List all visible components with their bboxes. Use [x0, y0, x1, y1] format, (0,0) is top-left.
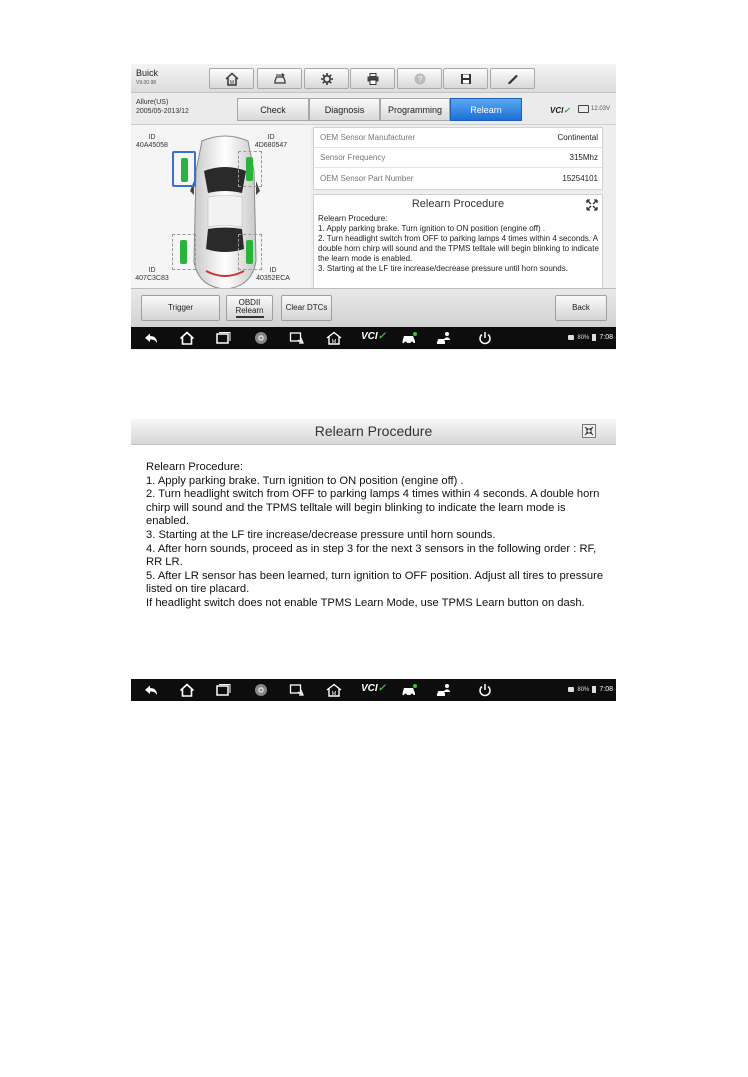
save-button[interactable] — [443, 68, 488, 89]
svg-text:M: M — [331, 691, 337, 697]
printer-icon — [366, 72, 380, 86]
sensor-id-label: ID — [267, 134, 275, 141]
info-value: 15254101 — [562, 173, 598, 183]
procedure-line: 1. Apply parking brake. Turn ignition to ON position (engine off) . — [318, 224, 546, 233]
back-arrow-icon[interactable] — [143, 683, 159, 697]
bottom-button-bar — [131, 288, 616, 327]
sensor-id-label: ID — [148, 267, 156, 274]
back-button[interactable]: Back — [555, 295, 607, 321]
function-tab-row — [131, 93, 616, 125]
edit-button[interactable] — [490, 68, 535, 89]
sensor-rear-left-id — [134, 267, 170, 283]
relearn-screen — [131, 64, 616, 350]
pen-icon — [506, 72, 520, 86]
sensor-status-indicator — [246, 157, 253, 181]
sensor-status-indicator — [181, 158, 188, 182]
back-arrow-icon[interactable] — [143, 331, 159, 345]
chrome-icon[interactable] — [253, 683, 269, 697]
message-icon — [568, 335, 574, 340]
procedure-title: Relearn Procedure — [411, 198, 505, 210]
system-status — [568, 334, 613, 341]
obdii-relearn-button[interactable] — [226, 295, 273, 321]
info-row-frequency — [314, 148, 602, 168]
obdii-label: OBDII — [238, 297, 261, 307]
battery-icon — [578, 105, 589, 113]
procedure-line: 3. Starting at the LF tire increase/decrease pressure until horn sounds. — [318, 264, 568, 273]
procedure-line: 2. Turn headlight switch from OFF to parking lamps 4 times within 4 seconds. A double horn chirp will sound and the TPMS telltale will begin blinking to indicate the learn mode is enabled. — [318, 234, 599, 263]
procedure-line: If headlight switch does not enable TPMS Learn Mode, use TPMS Learn button on dash. — [146, 596, 585, 609]
info-label: Sensor Frequency — [320, 153, 386, 162]
wheel-rear-right[interactable] — [238, 234, 262, 270]
power-icon[interactable] — [477, 683, 493, 697]
vehicle-brand — [136, 69, 158, 88]
trigger-button[interactable]: Trigger — [141, 295, 220, 321]
procedure-line: 5. After LR sensor has been learned, turn ignition to OFF position. Adjust all tires to pressure listed on tire placard. — [146, 569, 604, 596]
sensor-front-left-id — [134, 134, 170, 150]
save-icon — [459, 72, 473, 86]
android-nav-bar — [131, 679, 616, 701]
vehicle-model: Allure(US) — [136, 99, 169, 106]
procedure-text — [318, 214, 600, 274]
collapse-icon[interactable] — [582, 424, 596, 438]
vci-connected-icon: ✓ — [377, 331, 387, 342]
gear-icon — [320, 72, 334, 86]
home-icon — [225, 72, 239, 86]
info-label: OEM Sensor Manufacturer — [320, 133, 416, 142]
sensor-info-table — [313, 127, 603, 190]
car-swap-icon — [273, 72, 287, 86]
sensor-id-label: ID — [148, 134, 156, 141]
sensor-id-value: 40352ECA — [256, 275, 290, 282]
power-icon[interactable] — [477, 331, 493, 345]
system-status — [568, 686, 613, 693]
clock: 7:08 — [599, 334, 613, 341]
vci-label: VCI — [550, 106, 564, 115]
help-icon — [413, 72, 427, 86]
vci-connected-icon: ✓ — [563, 106, 571, 115]
obdii-underline — [236, 316, 264, 318]
procedure-text — [146, 461, 608, 611]
sensor-id-value: 40A45058 — [136, 142, 168, 149]
svg-text:M: M — [331, 339, 337, 345]
vehicle-make: Buick — [136, 68, 159, 78]
recent-apps-icon[interactable] — [215, 683, 231, 697]
procedure-line: 3. Starting at the LF tire increase/decrease pressure until horn sounds. — [146, 528, 496, 541]
relearn-label: Relearn — [235, 305, 264, 315]
svg-text:M: M — [229, 79, 234, 86]
procedure-line: Relearn Procedure: — [146, 461, 244, 473]
wheel-front-left[interactable] — [172, 151, 196, 187]
sensor-id-label: ID — [269, 267, 277, 274]
tab-relearn[interactable]: Relearn — [450, 98, 522, 121]
vci-status — [550, 106, 570, 115]
vci-label: VCI — [361, 683, 378, 694]
person-car-icon[interactable] — [436, 331, 452, 345]
help-button[interactable] — [397, 68, 442, 89]
vehicle-info — [136, 98, 189, 116]
person-car-icon[interactable] — [436, 683, 452, 697]
vci-shortcut[interactable] — [361, 331, 386, 342]
android-nav-bar — [131, 327, 616, 349]
tab-diagnosis[interactable]: Diagnosis — [309, 98, 380, 121]
screenshot-icon[interactable] — [289, 331, 305, 345]
clear-dtcs-button[interactable]: Clear DTCs — [281, 295, 332, 321]
info-label: OEM Sensor Part Number — [320, 173, 414, 183]
info-value: 315Mhz — [569, 153, 598, 162]
home-icon[interactable] — [179, 683, 195, 697]
procedure-line: Relearn Procedure: — [318, 214, 388, 223]
sensor-status-indicator — [246, 240, 253, 264]
clock: 7:08 — [599, 686, 613, 693]
sensor-status-indicator — [180, 240, 187, 264]
maxisys-home-icon[interactable] — [326, 683, 342, 697]
vci-label: VCI — [361, 331, 378, 342]
settings-button[interactable] — [304, 68, 349, 89]
relearn-procedure-fullscreen — [131, 419, 616, 701]
procedure-title: Relearn Procedure — [314, 423, 433, 439]
procedure-header — [131, 419, 616, 445]
battery-percent: 80% — [577, 334, 590, 341]
info-row-manufacturer — [314, 128, 602, 148]
maxisys-home-icon[interactable] — [326, 331, 342, 345]
chrome-icon[interactable] — [253, 331, 269, 345]
info-row-part-number — [314, 168, 602, 188]
car-shortcut-icon[interactable] — [401, 683, 417, 697]
home-icon[interactable] — [179, 331, 195, 345]
vehicle-swap-button[interactable] — [257, 68, 302, 89]
message-icon — [568, 687, 574, 692]
wheel-front-right[interactable] — [238, 151, 262, 187]
home-button[interactable] — [209, 68, 254, 89]
car-shortcut-icon[interactable] — [401, 331, 417, 345]
wheel-rear-left[interactable] — [172, 234, 196, 270]
battery-icon — [592, 334, 596, 341]
battery-icon — [592, 686, 596, 693]
voltage-value: 12.03V — [591, 106, 611, 112]
procedure-line: 4. After horn sounds, proceed as in step 3 for the next 3 sensors in the following order : RF, RR LR. — [146, 542, 597, 569]
battery-percent: 80% — [577, 686, 590, 693]
expand-icon[interactable] — [586, 199, 598, 211]
tab-check[interactable]: Check — [237, 98, 309, 121]
info-value: Continental — [557, 133, 598, 142]
screenshot-icon[interactable] — [289, 683, 305, 697]
recent-apps-icon[interactable] — [215, 331, 231, 345]
voltage-status — [578, 105, 610, 113]
vehicle-years: 2005/05-2013/12 — [136, 108, 189, 115]
sensor-id-value: 4D680547 — [254, 142, 288, 149]
svg-text:?: ? — [417, 74, 422, 84]
tab-programming[interactable]: Programming — [380, 98, 450, 121]
print-button[interactable] — [350, 68, 395, 89]
vci-shortcut[interactable] — [361, 683, 386, 694]
procedure-line: 1. Apply parking brake. Turn ignition to ON position (engine off) . — [146, 474, 464, 487]
procedure-line: 2. Turn headlight switch from OFF to parking lamps 4 times within 4 seconds. A double horn chirp will sound and the TPMS telltale will begin blinking to indicate the learn mode is enabled. — [146, 488, 600, 528]
sensor-id-value: 407C3C83 — [135, 275, 169, 282]
top-toolbar — [131, 64, 616, 93]
software-version: V9.00.98 — [136, 80, 157, 86]
vci-connected-icon: ✓ — [377, 683, 387, 694]
